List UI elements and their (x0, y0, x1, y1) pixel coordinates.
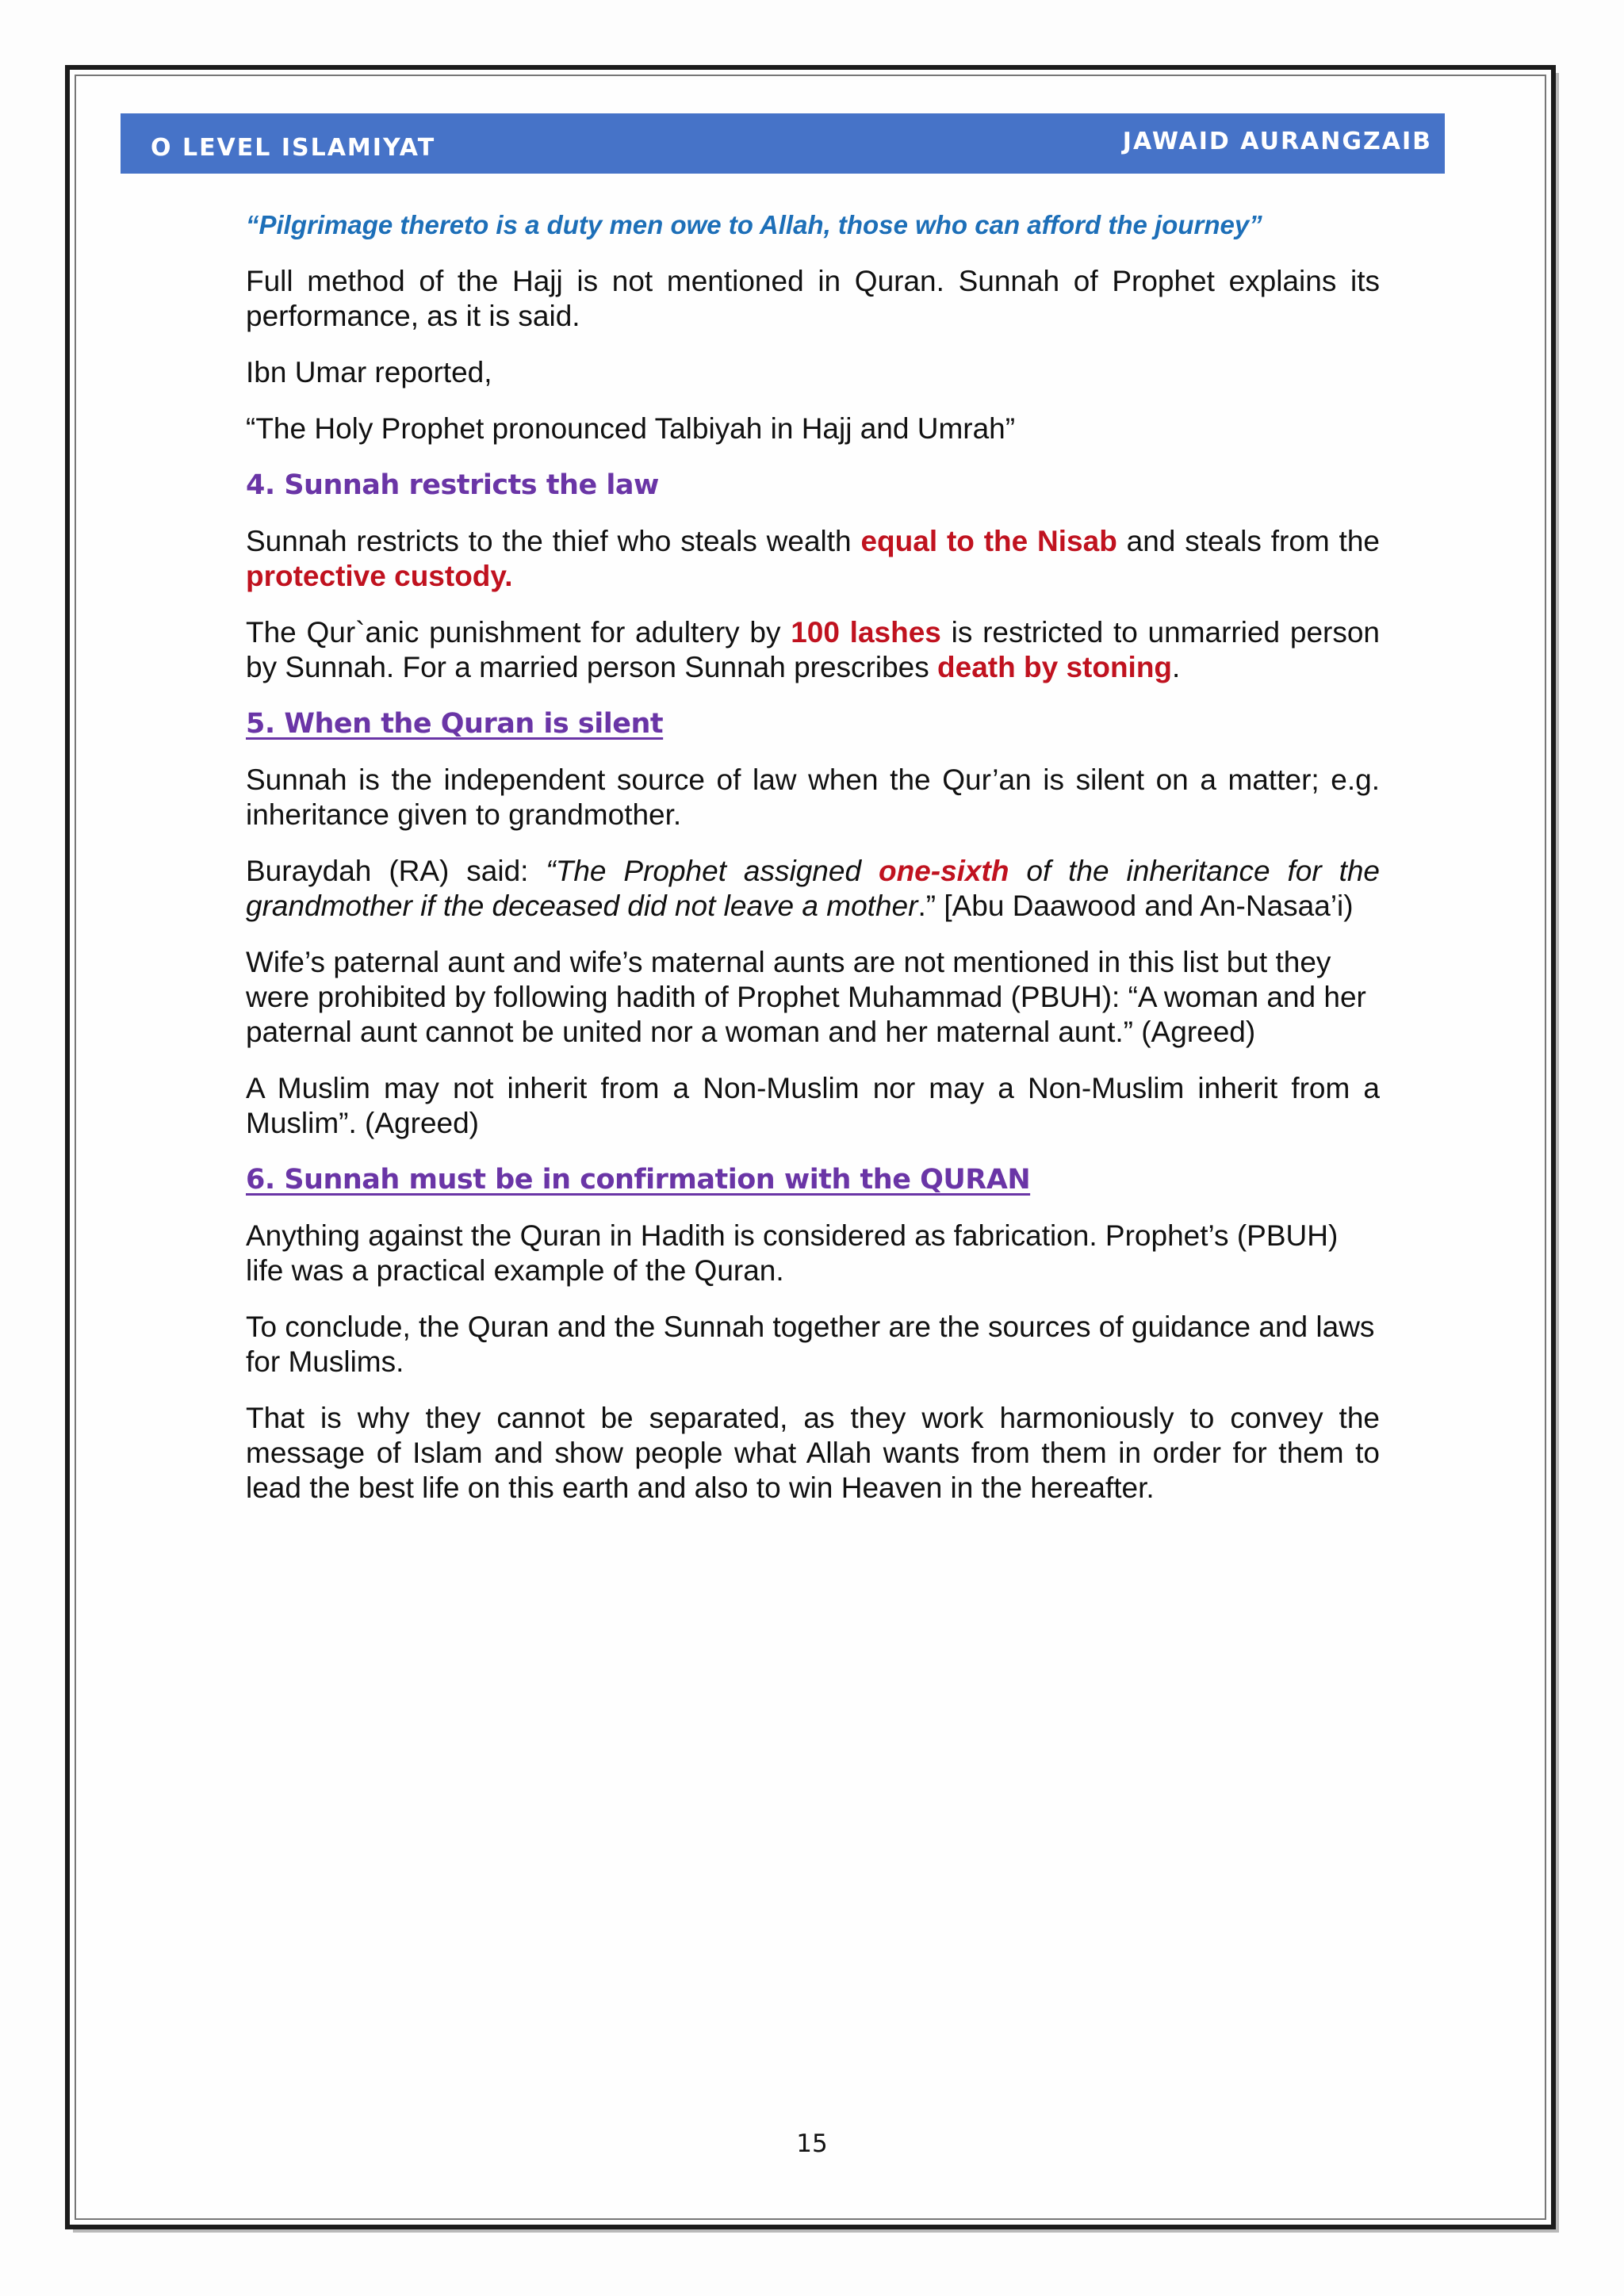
document-body (246, 208, 1380, 1527)
paragraph-buraydah (246, 854, 1380, 924)
adultery-text-1: The Qur`anic punishment for adultery by (246, 616, 791, 649)
adultery-emphasis-lashes: 100 lashes (791, 616, 941, 649)
header-author: JAWAID AURANGZAIB (1122, 128, 1432, 155)
paragraph-adultery (246, 615, 1380, 685)
heading-sunnah-restricts: 4. Sunnah restricts the law (246, 469, 659, 501)
buraydah-text-2: .” [Abu Daawood and An-Nasaa’i) (917, 890, 1354, 922)
paragraph-thief (246, 524, 1380, 594)
pilgrimage-quote: “Pilgrimage thereto is a duty men owe to Allah, those who can afford the journey” (246, 210, 1262, 239)
page-number: 15 (796, 2130, 828, 2158)
buraydah-emphasis-one-sixth: one-sixth (878, 855, 1009, 887)
paragraph-inheritance: A Muslim may not inherit from a Non-Muslim nor may a Non-Muslim inherit from a Muslim”. (Agreed) (246, 1072, 1380, 1139)
paragraph-final: That is why they cannot be separated, as they work harmoniously to convey the message of Islam and show people what Allah wants from them in order for them to lead the best life on this earth and also to win Heaven in the hereafter. (246, 1402, 1380, 1504)
header-subject: O LEVEL ISLAMIYAT (151, 133, 436, 162)
paragraph-talbiyah: “The Holy Prophet pronounced Talbiyah in Hajj and Umrah” (246, 412, 1016, 445)
thief-emphasis-custody: protective custody. (246, 560, 513, 592)
paragraph-hajj: Full method of the Hajj is not mentioned in Quran. Sunnah of Prophet explains its performance, as it is said. (246, 265, 1380, 332)
paragraph-fabrication: Anything against the Quran in Hadith is considered as fabrication. Prophet’s (PBUH) life was a practical example of the Quran. (246, 1219, 1339, 1287)
heading-quran-silent: 5. When the Quran is silent (246, 708, 664, 740)
thief-text-1: Sunnah restricts to the thief who steals wealth (246, 525, 861, 557)
adultery-text-2: is restricted to unmarried person by Sunnah. For a married person Sunnah prescribes (246, 616, 1380, 683)
heading-confirmation-quran: 6. Sunnah must be in confirmation with the QURAN (246, 1164, 1031, 1196)
buraydah-text-1: Buraydah (RA) said: (246, 855, 546, 887)
paragraph-ibn-umar: Ibn Umar reported, (246, 356, 492, 388)
adultery-text-3: . (1172, 651, 1181, 683)
buraydah-quote-2: of the inheritance for the grandmother if the deceased did not leave a mother (246, 855, 1381, 922)
paragraph-conclusion: To conclude, the Quran and the Sunnah together are the sources of guidance and laws for Muslims. (246, 1311, 1375, 1378)
buraydah-quote-1: “The Prophet assigned (546, 855, 879, 887)
thief-text-2: and steals from the (1116, 525, 1380, 557)
page-header (121, 113, 1445, 174)
paragraph-independent-source: Sunnah is the independent source of law when the Qur’an is silent on a matter; e.g. inheritance given to grandmother. (246, 763, 1380, 831)
adultery-emphasis-stoning: death by stoning (937, 651, 1173, 683)
paragraph-aunts: Wife’s paternal aunt and wife’s maternal aunts are not mentioned in this list but they were prohibited by following hadith of Prophet Muhammad (PBUH): “A woman and her paternal aunt cannot be united nor a woman and her maternal aunt.” (Agreed) (246, 946, 1366, 1048)
thief-emphasis-nisab: equal to the Nisab (860, 525, 1117, 557)
